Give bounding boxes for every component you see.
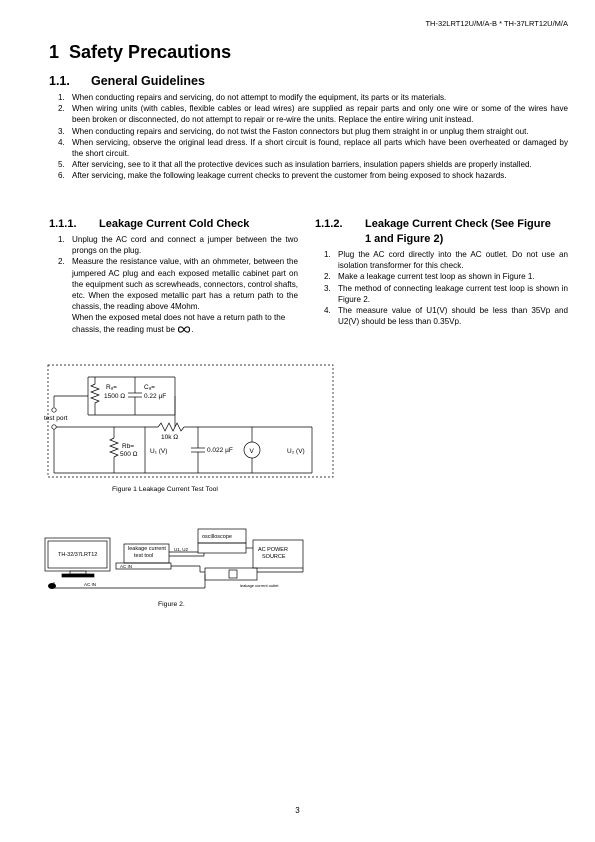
page-header: TH-32LRT12U/M/A-B * TH-37LRT12U/M/A: [425, 19, 568, 28]
cap2-label: 0.022 µF: [207, 447, 233, 454]
ra-value: 1500 Ω: [104, 393, 126, 400]
item-text: Measure the resistance value, with an ohmmeter, between the jumpered AC plug and each exposed metallic cabinet part on the equipment such as screwheads, connectors, control shafts, etc. When the exposed metallic part has a return path to the chassis, the reading above 4Mohm.: [72, 257, 298, 312]
tv-stand: [62, 574, 94, 577]
tool-label-1: leakage current: [128, 546, 166, 552]
list-item: [58, 126, 568, 137]
list-item: [58, 159, 568, 170]
section-title: [49, 42, 231, 63]
item-text: Unplug the AC cord and connect a jumper between the two prongs on the plug.: [72, 235, 298, 256]
list-item: [58, 234, 298, 256]
item-number: 1.: [58, 93, 65, 102]
direct-check-number: 1.1.2.: [315, 218, 343, 230]
item-text: When servicing, observe the original lead dress. If a short circuit is found, replace all parts which have been overheated or damaged by the short circuit.: [72, 137, 568, 159]
resistor-ra: [91, 377, 99, 415]
resistor-10k: [158, 423, 184, 431]
item-number: 5.: [58, 160, 65, 170]
test-port-terminal: [52, 408, 56, 412]
item-text: When wiring units (with cables, flexible cables or lead wires) are supplied as repair parts and only one wire or some of the wires have been broken or disconnected, do not attempt to repair or re-wire the units. Replace the entire wiring unit instead.: [72, 104, 568, 125]
resistor-rb: [110, 438, 118, 457]
u2-label: U₂ (V): [287, 448, 305, 455]
oscilloscope-label: oscilloscope: [202, 534, 232, 540]
section-title-text: Safety Precautions: [69, 42, 232, 62]
list-item: [58, 137, 568, 159]
r10k-label: 10k Ω: [161, 434, 179, 441]
item-number: 4.: [324, 306, 331, 316]
list-item: [324, 271, 568, 282]
cold-check-number: 1.1.1.: [49, 218, 77, 230]
list-item: [324, 249, 568, 271]
page-number: 3: [295, 806, 300, 815]
list-item: [58, 92, 568, 103]
direct-check-list: [324, 249, 568, 327]
ca-label: Cₐ=: [144, 384, 155, 391]
figure1-caption: Figure 1 Leakage Current Test Tool: [112, 486, 218, 493]
general-heading: [49, 74, 205, 88]
direct-check-heading: [315, 217, 575, 247]
voltmeter-label: V: [249, 448, 254, 455]
list-item: [58, 256, 298, 334]
direct-check-title-line1: Leakage Current Check (See Figure: [365, 218, 551, 230]
ac-plug: [48, 583, 56, 589]
item-number: 4.: [58, 137, 65, 147]
ac-power-label-1: AC POWER: [258, 547, 288, 553]
acin-tool-label: AC IN: [120, 564, 133, 569]
general-guidelines-list: [58, 92, 568, 182]
item-text: Make a leakage current test loop as shown in Figure 1.: [338, 272, 535, 282]
cold-check-list: [58, 234, 298, 335]
item-text: The method of connecting leakage current test loop is shown in Figure 2.: [338, 283, 568, 304]
cold-check-title: Leakage Current Cold Check: [99, 218, 250, 230]
ac-power-label-2: SOURCE: [262, 554, 286, 560]
outlet-label: leakage current outlet: [240, 583, 279, 588]
u1u2-label: U1, U2: [174, 547, 189, 552]
cold-check-heading: [49, 217, 249, 232]
item-number: 1.: [324, 250, 331, 259]
note-text: When the exposed metal does not have a return path to the chassis, the reading must be: [72, 313, 286, 334]
item-number: 3.: [324, 283, 331, 293]
ra-label: Rₐ=: [106, 384, 117, 391]
tool-label-2: test tool: [134, 553, 154, 559]
no-return-path-note: When the exposed metal does not have a return path to the chassis, the reading must be .: [72, 313, 286, 334]
u1-label: U₁ (V): [150, 448, 168, 455]
test-port-terminal-2: [52, 425, 56, 429]
item-number: 2.: [324, 272, 331, 282]
rb-label: Rb=: [122, 443, 135, 450]
item-text: When conducting repairs and servicing, do not attempt to modify the equipment, its parts or its materials.: [72, 93, 447, 102]
tool-enclosure: [48, 365, 333, 477]
item-number: 3.: [58, 126, 65, 136]
figure2-diagram: [40, 526, 320, 598]
figure2-caption: Figure 2.: [158, 601, 185, 608]
ca-value: 0.22 µF: [144, 393, 167, 400]
item-text: After servicing, see to it that all the protective devices such as insulation barriers, insulation papers shields are properly installed.: [72, 160, 532, 170]
item-text: After servicing, make the following leakage current checks to prevent the customer from being exposed to shock hazards.: [72, 171, 507, 181]
section-number: 1: [49, 42, 60, 62]
general-number: 1.1.: [49, 74, 70, 88]
item-text: Plug the AC cord directly into the AC outlet. Do not use an isolation transformer for this check.: [338, 250, 568, 271]
list-item: [324, 283, 568, 305]
list-item: [324, 305, 568, 327]
item-text: The measure value of U1(V) should be less than 35Vp and U2(V) should be less than 0.35Vp.: [338, 306, 568, 327]
figure1-circuit: [40, 362, 340, 502]
tv-label: TH-32/37LRT12: [58, 552, 98, 558]
acin-label: AC IN: [84, 582, 97, 587]
direct-check-title-line2: 1 and Figure 2): [365, 233, 444, 245]
list-item: [58, 103, 568, 125]
item-number: 2.: [58, 104, 65, 114]
infinity-icon: [177, 325, 191, 334]
item-number: 6.: [58, 171, 65, 181]
item-number: 1.: [58, 235, 65, 244]
test-port-label: test port: [44, 415, 68, 422]
general-title: General Guidelines: [91, 74, 205, 88]
list-item: [58, 170, 568, 181]
rb-value: 500 Ω: [120, 451, 138, 458]
item-text: When conducting repairs and servicing, do not twist the Faston connectors but plug them straight in or unplug them straight out.: [72, 126, 529, 136]
item-number: 2.: [58, 257, 65, 267]
